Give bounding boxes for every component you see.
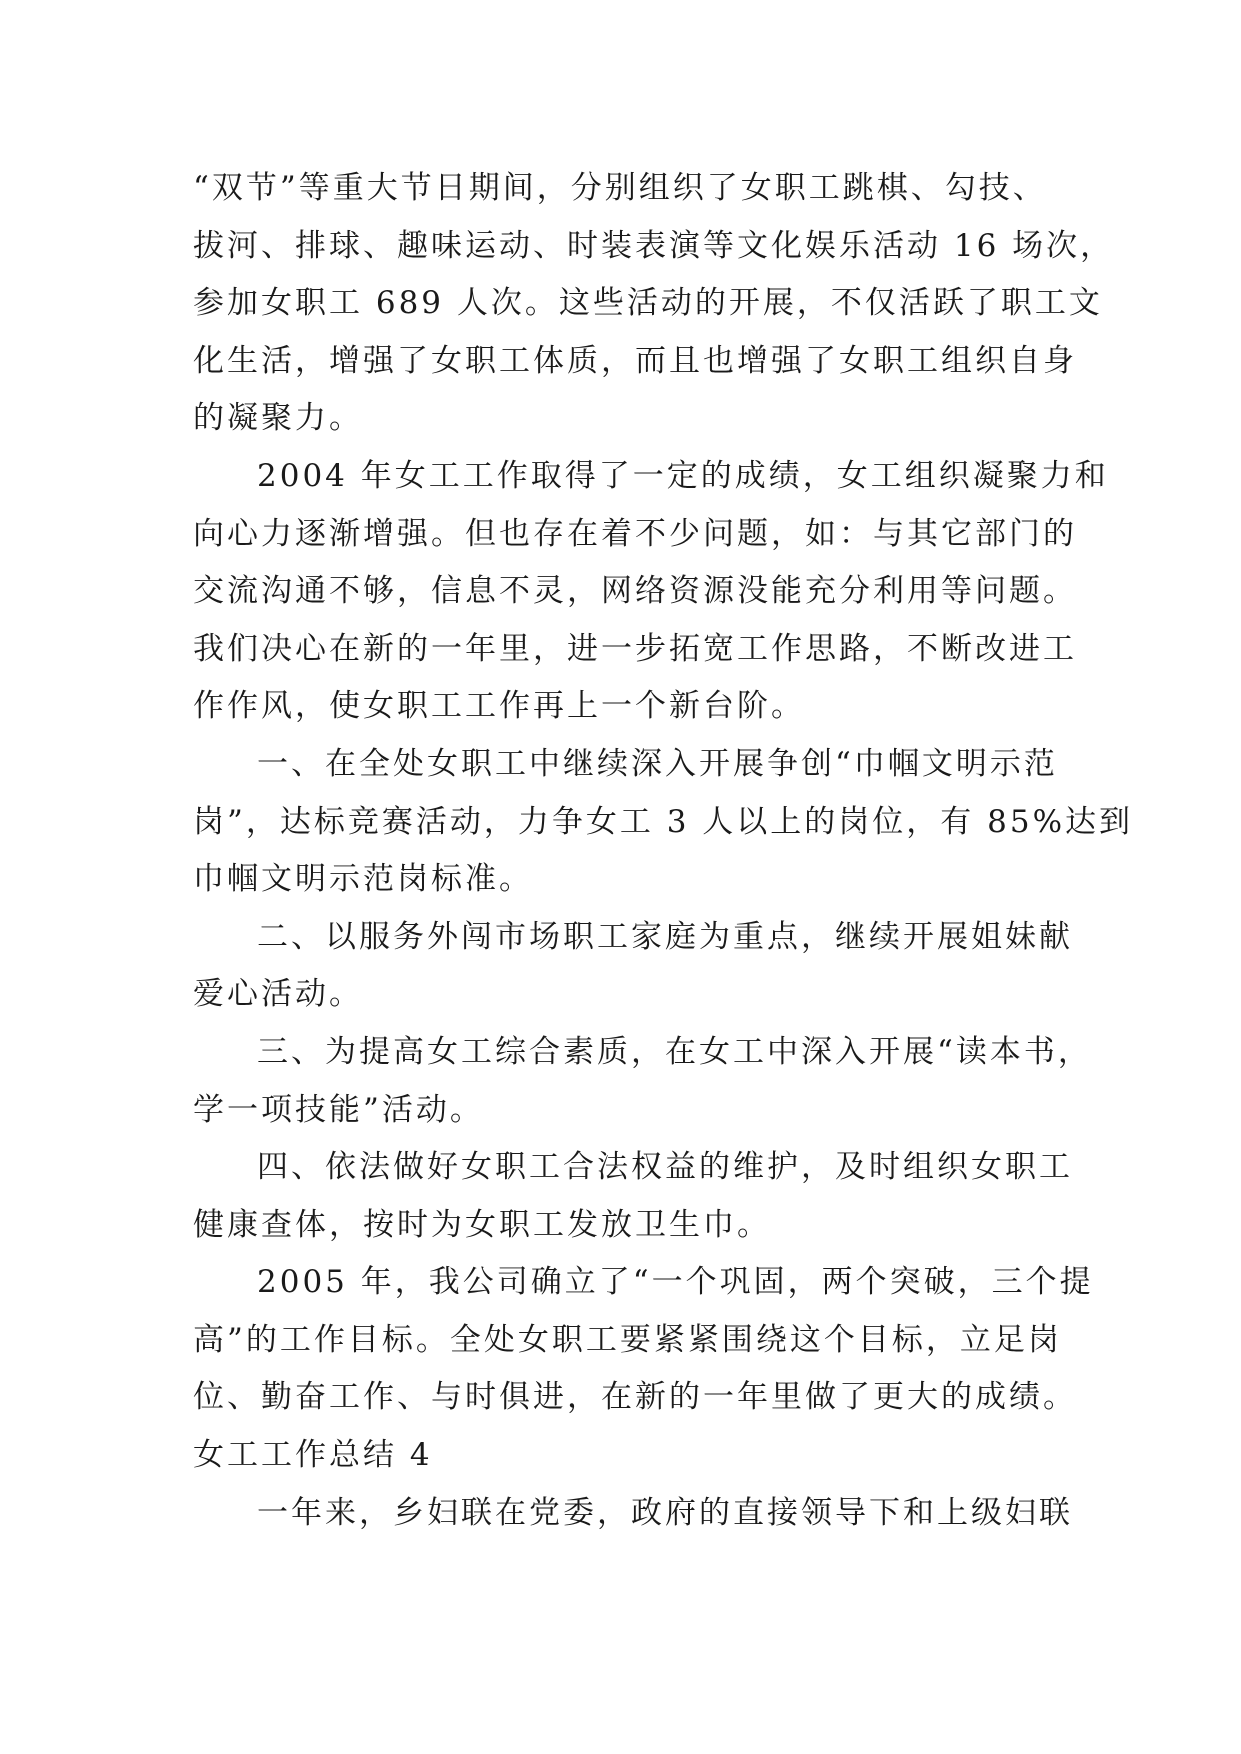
text-line: 岗”，达标竞赛活动，力争女工 3 人以上的岗位，有 85%达到 [193,803,1134,840]
section-heading: 女工工作总结 4 [193,1437,433,1474]
list-item-first-line: 二、以服务外闯市场职工家庭为重点，继续开展姐妹献 [257,918,1073,955]
text-line: 位、勤奋工作、与时俱进，在新的一年里做了更大的成绩。 [193,1379,1077,1416]
text-line: 学一项技能”活动。 [193,1091,484,1128]
paragraph-first-line: 2005 年，我公司确立了“一个巩固，两个突破，三个提 [257,1264,1094,1301]
text-line: 拔河、排球、趣味运动、时装表演等文化娱乐活动 16 场次， [193,227,1115,264]
text-line: 的凝聚力。 [193,400,363,437]
text-line: 巾帼文明示范岗标准。 [193,861,533,898]
list-item-first-line: 三、为提高女工综合素质，在女工中深入开展“读本书， [257,1033,1092,1070]
text-line: 高”的工作目标。全处女职工要紧紧围绕这个目标，立足岗 [193,1321,1062,1358]
paragraph-first-line: 2004 年女工工作取得了一定的成绩，女工组织凝聚力和 [257,457,1109,494]
text-line: 化生活，增强了女职工体质，而且也增强了女职工组织自身 [193,342,1077,379]
text-line: 向心力逐渐增强。但也存在着不少问题，如：与其它部门的 [193,515,1077,552]
text-line: 作作风，使女职工工作再上一个新台阶。 [193,688,805,725]
text-line: 参加女职工 689 人次。这些活动的开展，不仅活跃了职工文 [193,285,1103,322]
text-line: 我们决心在新的一年里，进一步拓宽工作思路，不断改进工 [193,630,1077,667]
text-line: 爱心活动。 [193,976,363,1013]
text-line: “双节”等重大节日期间，分别组织了女职工跳棋、勾技、 [193,170,1047,206]
document-body [193,160,1134,1542]
text-line: 健康查体，按时为女职工发放卫生巾。 [193,1206,771,1243]
paragraph-first-line: 一年来，乡妇联在党委，政府的直接领导下和上级妇联 [257,1494,1073,1531]
list-item-first-line: 四、依法做好女职工合法权益的维护，及时组织女职工 [257,1149,1073,1186]
list-item-first-line: 一、在全处女职工中继续深入开展争创“巾帼文明示范 [257,745,1058,782]
text-line: 交流沟通不够，信息不灵，网络资源没能充分利用等问题。 [193,573,1077,610]
